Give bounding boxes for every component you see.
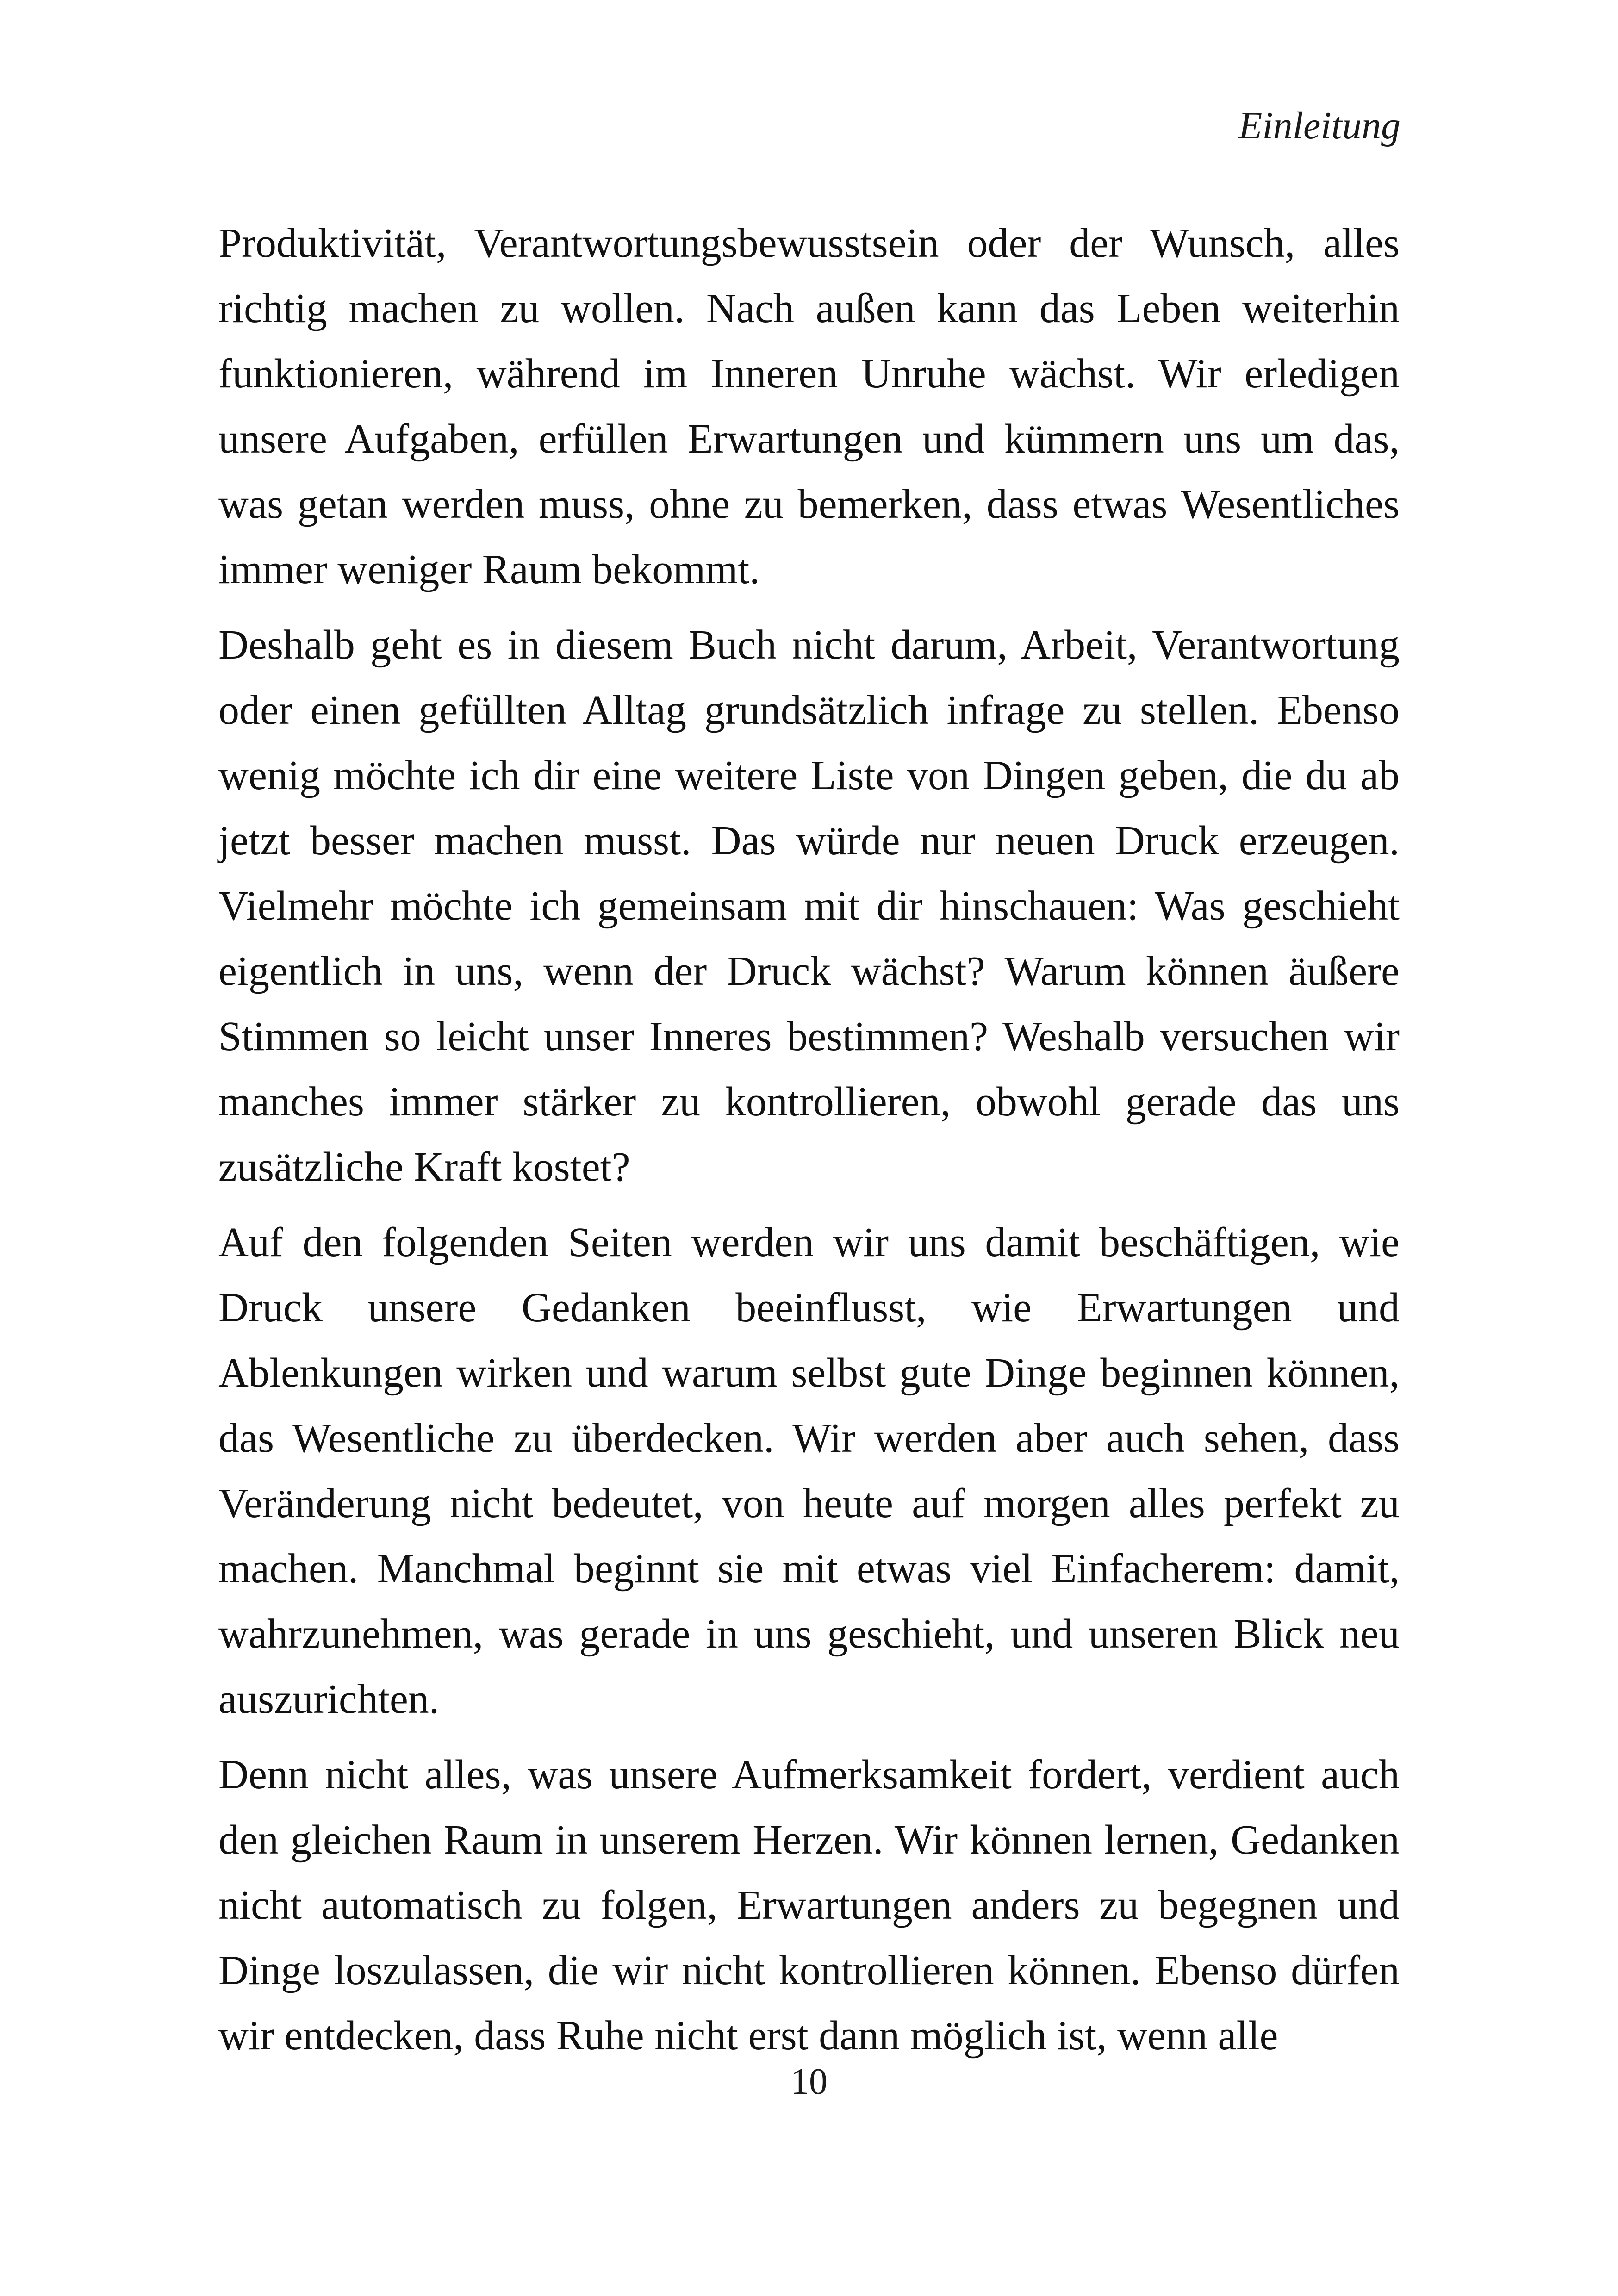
paragraph-4: Denn nicht alles, was unsere Aufmerksamkeit fordert, verdient auch den gleichen Raum in unserem Herzen. Wir können lernen, Gedanken nicht automatisch zu folgen, Erwartungen anders zu begegnen und Dinge loszulassen, die wir nicht kontrollieren können. Ebenso dürfen wir entdecken, dass Ruhe nicht erst dann möglich ist, wenn alle <box>218 1752 1400 2059</box>
paragraph-3: Auf den folgenden Seiten werden wir uns damit beschäftigen, wie Druck unsere Gedanken beeinflusst, wie Erwartungen und Ablenkungen wirken und warum selbst gute Dinge beginnen können, das Wesentliche zu überdecken. Wir werden aber auch sehen, dass Veränderung nicht bedeutet, von heute auf morgen alles perfekt zu machen. Manchmal beginnt sie mit etwas viel Einfacherem: damit, wahrzunehmen, was gerade in uns geschieht, und unseren Blick neu auszurichten. <box>218 1220 1400 1722</box>
body-text <box>218 211 1400 2078</box>
paragraph-2: Deshalb geht es in diesem Buch nicht darum, Arbeit, Verantwortung oder einen gefüllten Alltag grundsätzlich infrage zu stellen. Ebenso wenig möchte ich dir eine weitere Liste von Dingen geben, die du ab jetzt besser machen musst. Das würde nur neuen Druck erzeugen. Vielmehr möchte ich gemeinsam mit dir hinschauen: Was geschieht eigentlich in uns, wenn der Druck wächst? Warum können äußere Stimmen so leicht unser Inneres bestimmen? Weshalb versuchen wir manches immer stärker zu kontrollieren, obwohl gerade das uns zusätzliche Kraft kostet? <box>218 622 1400 1190</box>
running-header: Einleitung <box>1238 104 1400 147</box>
page-number: 10 <box>790 2061 828 2102</box>
paragraph-1: Produktivität, Verantwortungsbewusstsein oder der Wunsch, alles richtig machen zu wollen. Nach außen kann das Leben weiterhin funktionieren, während im Inneren Unruhe wächst. Wir erledigen unsere Aufgaben, erfüllen Erwartungen und kümmern uns um das, was getan werden muss, ohne zu bemerken, dass etwas Wesentliches immer weniger Raum bekommt. <box>218 220 1400 592</box>
